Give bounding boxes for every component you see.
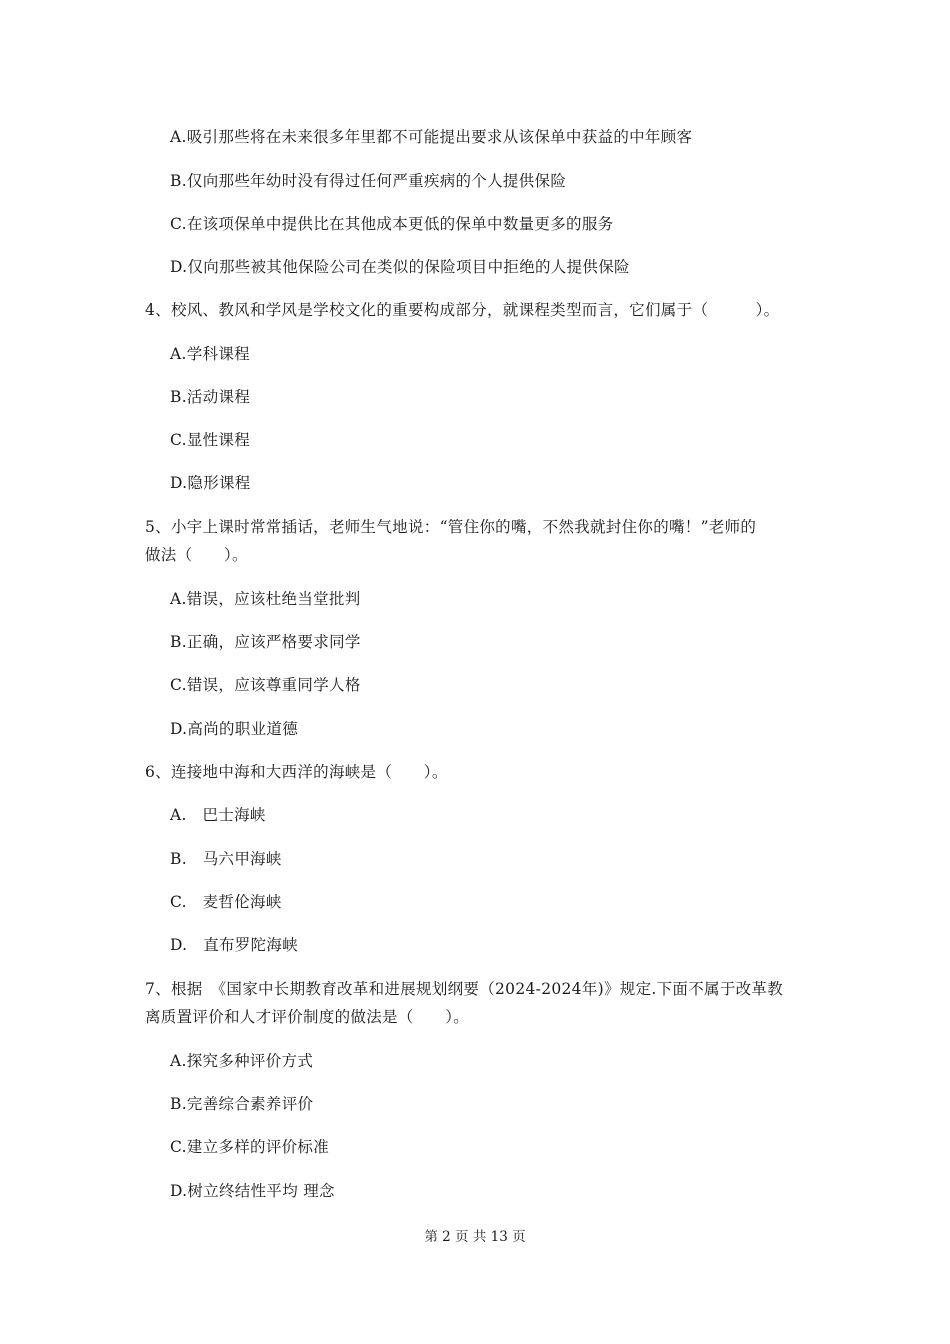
q3-option-c: C.在该项保单中提供比在其他成本更低的保单中数量更多的服务: [170, 215, 614, 233]
q3-option-b: B.仅向那些年幼时没有得过任何严重疾病的个人提供保险: [170, 172, 567, 190]
q6-option-c: C. 麦哲伦海峡: [170, 893, 282, 911]
q5-option-c: C.错误，应该尊重同学人格: [170, 676, 361, 694]
q4-option-d: D.隐形课程: [170, 474, 251, 492]
q5-option-b: B.正确，应该严格要求同学: [170, 633, 361, 651]
q7-option-c: C.建立多样的评价标准: [170, 1138, 330, 1156]
q7-option-d: D.树立终结性平均 理念: [170, 1182, 335, 1200]
q5-stem-line2: 做法（ ）。: [145, 546, 248, 564]
q4-stem: 4、校风、教风和学风是学校文化的重要构成部分，就课程类型而言，它们属于（ ）。: [145, 301, 780, 319]
q4-option-b: B.活动课程: [170, 388, 251, 406]
q7-option-a: A.探究多种评价方式: [170, 1052, 314, 1070]
q3-option-a: A.吸引那些将在未来很多年里都不可能提出要求从该保单中获益的中年顾客: [170, 128, 693, 146]
q3-option-d: D.仅向那些被其他保险公司在类似的保险项目中拒绝的人提供保险: [170, 258, 630, 276]
q6-option-b: B. 马六甲海峡: [170, 850, 282, 868]
q6-option-a: A. 巴士海峡: [170, 806, 266, 824]
q7-stem-line2: 离质置评价和人才评价制度的做法是（ ）。: [145, 1008, 470, 1026]
q7-option-b: B.完善综合素养评价: [170, 1095, 314, 1113]
q7-stem-line1: 7、根据 《国家中长期教育改革和进展规划纲要（2024-2024年)》规定.下面不属于改革教: [145, 980, 784, 998]
q4-option-c: C.显性课程: [170, 431, 251, 449]
page-number-footer: 第 2 页 共 13 页: [424, 1229, 526, 1245]
q4-option-a: A.学科课程: [170, 345, 250, 363]
q6-stem: 6、连接地中海和大西洋的海峡是（ ）。: [145, 763, 448, 781]
q5-stem-line1: 5、小宇上课时常常插话，老师生气地说：“管住你的嘴，不然我就封住你的嘴！”老师的: [145, 518, 757, 536]
q5-option-d: D.高尚的职业道德: [170, 720, 299, 738]
q5-option-a: A.错误，应该杜绝当堂批判: [170, 590, 361, 608]
q6-option-d: D. 直布罗陀海峡: [170, 936, 299, 954]
